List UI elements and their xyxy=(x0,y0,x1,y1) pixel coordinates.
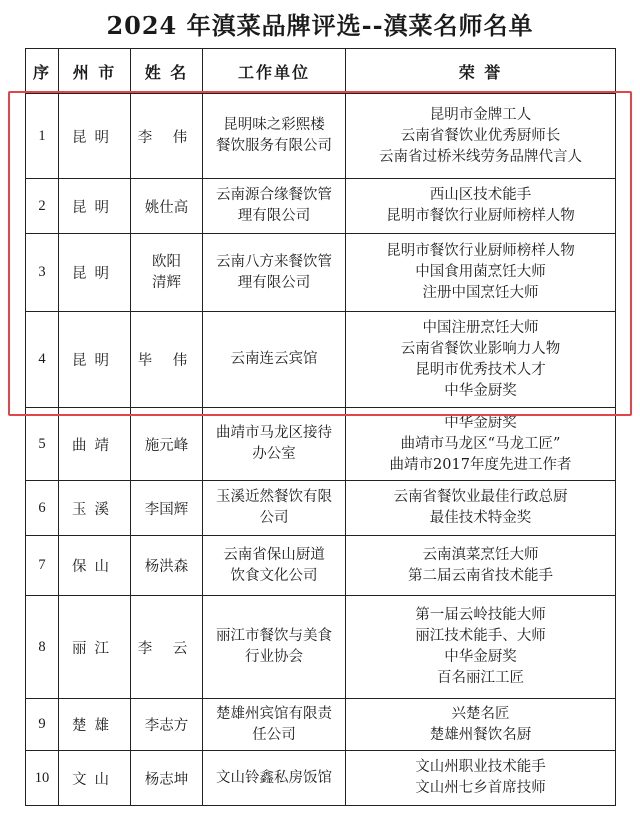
row-honors-line: 中国注册烹饪大师 xyxy=(422,319,539,336)
row-unit-line: 曲靖市马龙区接待 xyxy=(216,425,332,441)
row-unit-line: 饮食文化公司 xyxy=(230,567,318,584)
header-city: 州 市 xyxy=(59,49,131,94)
row-honors-line: 第二届云南省技术能手 xyxy=(408,567,553,584)
row-honors xyxy=(346,751,616,806)
row-honors-line: 文山州职业技术能手 xyxy=(415,759,546,775)
header-name: 姓 名 xyxy=(131,49,203,94)
row-honors-line: 云南省餐饮业最佳行政总厨 xyxy=(393,489,568,505)
row-unit xyxy=(203,179,346,234)
row-unit-line: 公司 xyxy=(259,510,289,526)
row-unit-line: 云南连云宾馆 xyxy=(230,351,318,367)
row-honors-line: 文山州七乡首席技师 xyxy=(415,780,546,796)
row-honors-line: 昆明市优秀技术人才 xyxy=(415,361,546,378)
header-honors: 荣 誉 xyxy=(346,49,616,94)
row-city: 楚雄 xyxy=(59,699,131,751)
row-index: 10 xyxy=(26,751,59,806)
row-name xyxy=(131,234,203,312)
row-honors-line: 昆明市餐饮行业厨师榜样人物 xyxy=(386,208,575,224)
row-honors-line: 兴楚名匠 xyxy=(451,705,510,722)
row-honors-line: 云南省餐饮业影响力人物 xyxy=(400,340,561,357)
row-honors-line: 云南省过桥米线劳务品牌代言人 xyxy=(379,148,582,165)
row-honors xyxy=(346,94,616,179)
row-index: 1 xyxy=(26,94,59,179)
row-name: 李国辉 xyxy=(131,481,203,536)
chef-list-table xyxy=(25,48,616,806)
table-row xyxy=(26,536,616,596)
row-unit xyxy=(203,751,346,806)
row-unit-line: 云南八方来餐饮管 xyxy=(216,253,332,270)
page-title: 2024 年滇菜品牌评选--滇菜名师名单 xyxy=(106,11,534,40)
row-honors-line: 最佳技术特金奖 xyxy=(429,510,532,526)
row-unit xyxy=(203,596,346,699)
row-name: 毕 伟 xyxy=(131,312,203,408)
row-honors-line: 注册中国烹饪大师 xyxy=(422,285,539,301)
row-unit xyxy=(203,408,346,481)
row-honors-line: 曲靖市马龙区“马龙工匠” xyxy=(400,435,561,452)
row-unit-line: 办公室 xyxy=(252,446,296,462)
row-unit-line: 昆明味之彩熙楼 xyxy=(223,117,325,133)
row-city: 昆明 xyxy=(59,179,131,234)
row-unit-line: 玉溪近然餐饮有限 xyxy=(216,489,332,505)
row-unit-line: 行业协会 xyxy=(245,649,303,665)
row-index: 2 xyxy=(26,179,59,234)
row-city: 玉溪 xyxy=(59,481,131,536)
row-unit-line: 云南省保山厨道 xyxy=(223,546,325,563)
row-index: 3 xyxy=(26,234,59,312)
table-row xyxy=(26,179,616,234)
row-name: 杨志坤 xyxy=(131,751,203,806)
row-unit-line: 丽江市餐饮与美食 xyxy=(216,628,332,644)
row-index: 4 xyxy=(26,312,59,408)
table-row xyxy=(26,596,616,699)
row-honors-line: 云南省餐饮业优秀厨师长 xyxy=(400,127,561,144)
row-index: 8 xyxy=(26,596,59,699)
row-unit-line: 文山铃鑫私房饭馆 xyxy=(216,769,332,786)
row-unit-line: 餐饮服务有限公司 xyxy=(216,138,332,154)
table-row xyxy=(26,408,616,481)
row-honors-line: 中华金厨奖 xyxy=(444,649,517,665)
row-honors xyxy=(346,596,616,699)
row-honors-line: 丽江技术能手、大师 xyxy=(415,628,546,644)
row-honors-line: 曲靖市2017年度先进工作者 xyxy=(389,456,572,473)
row-name-line: 清辉 xyxy=(152,274,181,291)
row-unit-line: 楚雄州宾馆有限责 xyxy=(216,705,332,722)
row-name: 杨洪森 xyxy=(131,536,203,596)
header-unit: 工作单位 xyxy=(203,49,346,94)
row-unit xyxy=(203,699,346,751)
row-unit-line: 任公司 xyxy=(252,726,296,743)
row-name: 李 云 xyxy=(131,596,203,699)
table-row xyxy=(26,94,616,179)
row-name: 李 伟 xyxy=(131,94,203,179)
row-unit xyxy=(203,481,346,536)
row-unit xyxy=(203,94,346,179)
row-honors-line: 昆明市金牌工人 xyxy=(429,106,532,123)
row-index: 9 xyxy=(26,699,59,751)
row-honors xyxy=(346,234,616,312)
row-honors-line: 楚雄州餐饮名厨 xyxy=(429,726,532,743)
row-city: 文山 xyxy=(59,751,131,806)
row-name: 李志方 xyxy=(131,699,203,751)
row-city: 昆明 xyxy=(59,234,131,312)
row-name: 姚仕高 xyxy=(131,179,203,234)
row-city: 曲靖 xyxy=(59,408,131,481)
table-row xyxy=(26,699,616,751)
row-honors-line: 第一届云岭技能大师 xyxy=(415,607,546,623)
row-city: 丽江 xyxy=(59,596,131,699)
row-unit-line: 云南源合缘餐饮管 xyxy=(216,187,332,203)
row-honors-line: 昆明市餐饮行业厨师榜样人物 xyxy=(386,243,575,259)
table-row xyxy=(26,751,616,806)
row-name-line: 欧阳 xyxy=(152,253,181,270)
row-unit xyxy=(203,536,346,596)
header-index: 序 xyxy=(26,49,59,94)
row-unit-line: 理有限公司 xyxy=(237,274,311,291)
table-row xyxy=(26,481,616,536)
row-honors-line: 中国食用菌烹饪大师 xyxy=(415,264,546,280)
row-index: 7 xyxy=(26,536,59,596)
row-honors-line: 云南滇菜烹饪大师 xyxy=(422,546,539,563)
row-index: 6 xyxy=(26,481,59,536)
table-row xyxy=(26,312,616,408)
row-honors xyxy=(346,408,616,481)
row-unit-line: 理有限公司 xyxy=(237,208,311,224)
row-honors xyxy=(346,699,616,751)
row-city: 昆明 xyxy=(59,94,131,179)
row-index: 5 xyxy=(26,408,59,481)
row-honors-line: 西山区技术能手 xyxy=(429,187,532,203)
table-header-row xyxy=(26,49,616,94)
row-city: 昆明 xyxy=(59,312,131,408)
row-honors-line: 中华金厨奖 xyxy=(444,382,517,399)
table-row xyxy=(26,234,616,312)
row-honors xyxy=(346,481,616,536)
row-unit xyxy=(203,312,346,408)
row-honors-line: 百名丽江工匠 xyxy=(437,670,524,686)
row-honors-line: 中华金厨奖 xyxy=(444,414,517,431)
row-honors xyxy=(346,536,616,596)
row-city: 保山 xyxy=(59,536,131,596)
row-honors xyxy=(346,179,616,234)
row-unit xyxy=(203,234,346,312)
row-honors xyxy=(346,312,616,408)
row-name: 施元峰 xyxy=(131,408,203,481)
